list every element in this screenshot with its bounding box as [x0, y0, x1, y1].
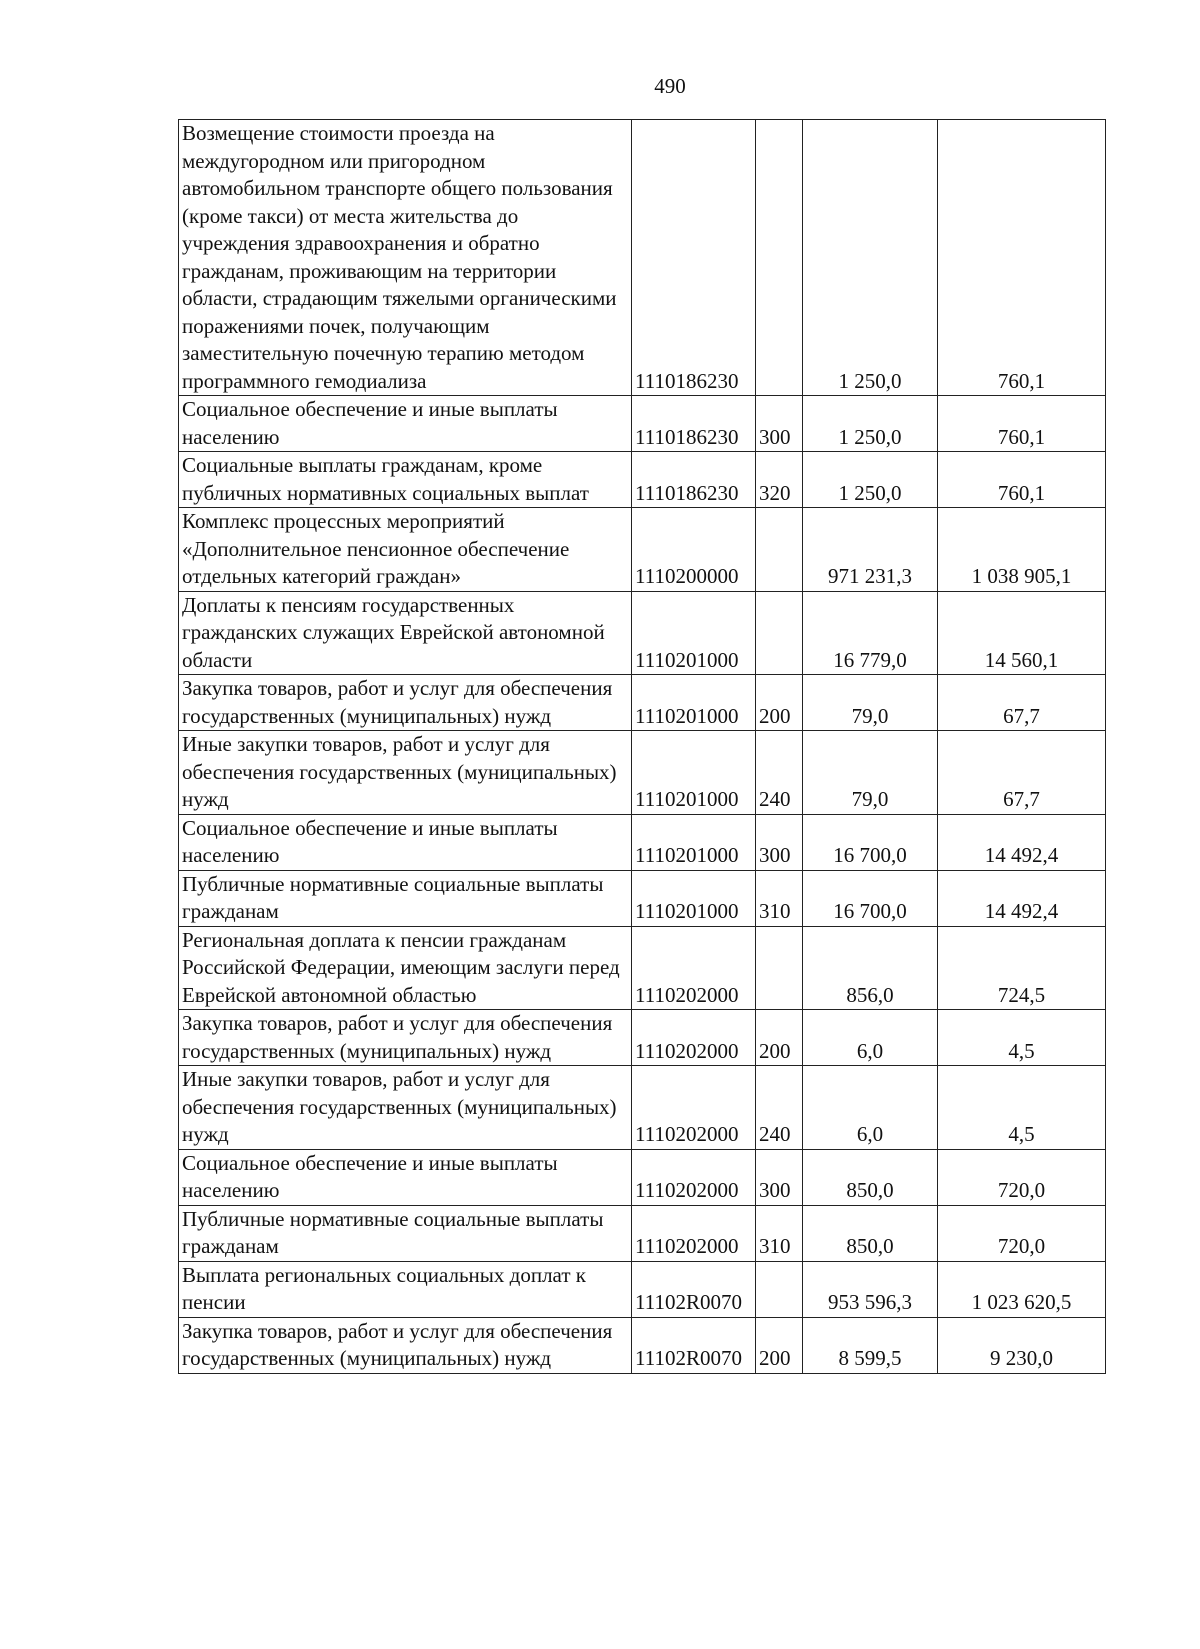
row-name: Комплекс процессных мероприятий «Дополнительное пенсионное обеспечение отдельных категорий граждан» — [179, 508, 632, 592]
row-sum-first: 16 779,0 — [803, 591, 938, 675]
row-name: Закупка товаров, работ и услуг для обеспечения государственных (муниципальных) нужд — [179, 675, 632, 731]
row-expense-type — [756, 508, 803, 592]
row-sum-first: 1 250,0 — [803, 120, 938, 396]
row-target-code: 1110202000 — [632, 926, 756, 1010]
row-expense-type — [756, 120, 803, 396]
row-expense-type: 300 — [756, 1149, 803, 1205]
table-row — [179, 1205, 1106, 1261]
row-expense-type: 310 — [756, 1205, 803, 1261]
row-sum-second: 760,1 — [938, 452, 1106, 508]
row-name: Социальное обеспечение и иные выплаты населению — [179, 814, 632, 870]
table-row — [179, 814, 1106, 870]
row-name: Закупка товаров, работ и услуг для обеспечения государственных (муниципальных) нужд — [179, 1010, 632, 1066]
row-sum-second: 9 230,0 — [938, 1317, 1106, 1373]
row-sum-first: 850,0 — [803, 1149, 938, 1205]
row-sum-second: 724,5 — [938, 926, 1106, 1010]
row-sum-first: 79,0 — [803, 731, 938, 815]
row-sum-second: 720,0 — [938, 1149, 1106, 1205]
row-sum-first: 16 700,0 — [803, 870, 938, 926]
row-target-code: 1110201000 — [632, 675, 756, 731]
row-sum-first: 856,0 — [803, 926, 938, 1010]
row-sum-second: 760,1 — [938, 120, 1106, 396]
table-row — [179, 1066, 1106, 1150]
row-expense-type: 320 — [756, 452, 803, 508]
row-name: Закупка товаров, работ и услуг для обеспечения государственных (муниципальных) нужд — [179, 1317, 632, 1373]
row-name: Публичные нормативные социальные выплаты гражданам — [179, 1205, 632, 1261]
row-name: Региональная доплата к пенсии гражданам Российской Федерации, имеющим заслуги перед Еврейской автономной областью — [179, 926, 632, 1010]
table-row — [179, 1261, 1106, 1317]
row-expense-type: 200 — [756, 1317, 803, 1373]
table-row — [179, 591, 1106, 675]
row-sum-second: 760,1 — [938, 396, 1106, 452]
table-row — [179, 120, 1106, 396]
row-sum-first: 1 250,0 — [803, 452, 938, 508]
row-name: Доплаты к пенсиям государственных гражданских служащих Еврейской автономной области — [179, 591, 632, 675]
row-expense-type: 200 — [756, 675, 803, 731]
row-name: Возмещение стоимости проезда на междугородном или пригородном автомобильном транспорте общего пользования (кроме такси) от места жительства до учреждения здравоохранения и обратно гражданам, проживающим на территории области, страдающим тяжелыми органическими поражениями почек, получающим заместительную почечную терапию методом программного гемодиализа — [179, 120, 632, 396]
row-target-code: 1110202000 — [632, 1066, 756, 1150]
row-name: Выплата региональных социальных доплат к пенсии — [179, 1261, 632, 1317]
row-sum-first: 953 596,3 — [803, 1261, 938, 1317]
table-row — [179, 675, 1106, 731]
row-sum-first: 6,0 — [803, 1010, 938, 1066]
row-expense-type: 300 — [756, 396, 803, 452]
table-row — [179, 1149, 1106, 1205]
table-row — [179, 731, 1106, 815]
row-expense-type: 240 — [756, 1066, 803, 1150]
table-row — [179, 870, 1106, 926]
row-target-code: 1110200000 — [632, 508, 756, 592]
row-sum-first: 8 599,5 — [803, 1317, 938, 1373]
row-sum-second: 4,5 — [938, 1066, 1106, 1150]
row-sum-first: 971 231,3 — [803, 508, 938, 592]
table-row — [179, 926, 1106, 1010]
row-sum-first: 1 250,0 — [803, 396, 938, 452]
row-name: Иные закупки товаров, работ и услуг для обеспечения государственных (муниципальных) нужд — [179, 731, 632, 815]
budget-table — [178, 119, 1106, 1374]
row-sum-first: 850,0 — [803, 1205, 938, 1261]
row-sum-second: 1 038 905,1 — [938, 508, 1106, 592]
row-expense-type: 310 — [756, 870, 803, 926]
row-sum-second: 14 492,4 — [938, 814, 1106, 870]
row-name: Иные закупки товаров, работ и услуг для обеспечения государственных (муниципальных) нужд — [179, 1066, 632, 1150]
row-expense-type: 240 — [756, 731, 803, 815]
row-target-code: 1110201000 — [632, 731, 756, 815]
table-row — [179, 396, 1106, 452]
row-target-code: 11102R0070 — [632, 1261, 756, 1317]
row-name: Социальное обеспечение и иные выплаты населению — [179, 1149, 632, 1205]
row-expense-type — [756, 591, 803, 675]
row-target-code: 1110201000 — [632, 591, 756, 675]
row-name: Социальное обеспечение и иные выплаты населению — [179, 396, 632, 452]
table-row — [179, 508, 1106, 592]
row-expense-type: 300 — [756, 814, 803, 870]
row-expense-type — [756, 1261, 803, 1317]
row-sum-first: 16 700,0 — [803, 814, 938, 870]
table-row — [179, 1010, 1106, 1066]
row-target-code: 11102R0070 — [632, 1317, 756, 1373]
table-row — [179, 1317, 1106, 1373]
row-sum-first: 6,0 — [803, 1066, 938, 1150]
row-target-code: 1110202000 — [632, 1205, 756, 1261]
row-target-code: 1110202000 — [632, 1149, 756, 1205]
row-sum-second: 720,0 — [938, 1205, 1106, 1261]
row-expense-type: 200 — [756, 1010, 803, 1066]
row-target-code: 1110201000 — [632, 870, 756, 926]
row-target-code: 1110186230 — [632, 396, 756, 452]
row-target-code: 1110186230 — [632, 120, 756, 396]
row-sum-second: 14 560,1 — [938, 591, 1106, 675]
row-expense-type — [756, 926, 803, 1010]
row-sum-second: 1 023 620,5 — [938, 1261, 1106, 1317]
row-target-code: 1110202000 — [632, 1010, 756, 1066]
row-sum-second: 67,7 — [938, 675, 1106, 731]
row-sum-first: 79,0 — [803, 675, 938, 731]
page-number: 490 — [654, 74, 686, 98]
row-target-code: 1110186230 — [632, 452, 756, 508]
row-name: Публичные нормативные социальные выплаты гражданам — [179, 870, 632, 926]
row-sum-second: 14 492,4 — [938, 870, 1106, 926]
row-name: Социальные выплаты гражданам, кроме публичных нормативных социальных выплат — [179, 452, 632, 508]
table-row — [179, 452, 1106, 508]
row-sum-second: 67,7 — [938, 731, 1106, 815]
row-sum-second: 4,5 — [938, 1010, 1106, 1066]
row-target-code: 1110201000 — [632, 814, 756, 870]
